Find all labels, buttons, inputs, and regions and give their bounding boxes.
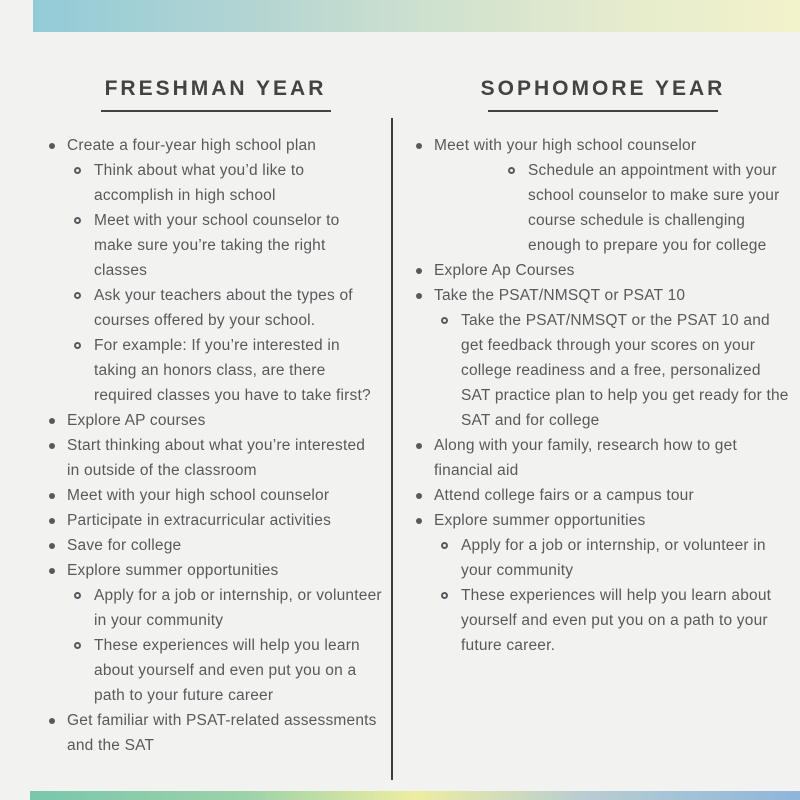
- bullet-dot-icon: [49, 518, 55, 524]
- sophomore-year-list: [416, 133, 790, 658]
- list-item: [49, 133, 382, 408]
- bullet-dot-icon: [416, 268, 422, 274]
- sub-list-item: [74, 208, 382, 283]
- list-item-text: Meet with your high school counselor: [67, 487, 330, 504]
- list-item: [49, 533, 382, 558]
- sub-list: [434, 533, 790, 658]
- sub-list-item: [74, 583, 382, 633]
- list-item-text: Save for college: [67, 537, 182, 554]
- sub-list: [434, 308, 790, 433]
- list-item: [416, 483, 790, 508]
- sub-list: [67, 158, 382, 408]
- list-item-text: Participate in extracurricular activities: [67, 512, 332, 529]
- list-item-text: Explore summer opportunities: [67, 562, 279, 579]
- list-item-text: Meet with your high school counselor: [434, 137, 697, 154]
- list-item-text: Explore AP courses: [67, 412, 206, 429]
- list-item-text: Get familiar with PSAT-related assessments and the SAT: [67, 712, 377, 754]
- sub-list-item-text: Think about what you’d like to accomplish in high school: [94, 162, 305, 204]
- sophomore-title-underline: [488, 110, 718, 112]
- sub-list-item-text: For example: If you’re interested in taking an honors class, are there required classes you have to take first?: [94, 337, 371, 404]
- bullet-dot-icon: [416, 493, 422, 499]
- list-item: [49, 433, 382, 483]
- bullet-circle-icon: [441, 317, 448, 324]
- sub-list: [434, 158, 790, 258]
- columns-container: [0, 78, 800, 758]
- freshman-year-title: FRESHMAN YEAR: [104, 77, 327, 100]
- list-item-text: Along with your family, research how to get financial aid: [434, 437, 737, 479]
- sub-list-item: [74, 158, 382, 208]
- sophomore-year-column: [392, 78, 800, 758]
- bullet-circle-icon: [508, 167, 515, 174]
- list-item: [49, 558, 382, 708]
- sophomore-year-title: SOPHOMORE YEAR: [480, 77, 726, 100]
- sub-list-item: [441, 308, 790, 433]
- bullet-circle-icon: [74, 342, 81, 349]
- sub-list-item-text: Ask your teachers about the types of courses offered by your school.: [94, 287, 353, 329]
- list-item: [49, 508, 382, 533]
- list-item: [49, 483, 382, 508]
- sub-list: [67, 583, 382, 708]
- bullet-circle-icon: [74, 592, 81, 599]
- list-item: [416, 283, 790, 433]
- list-item-text: Attend college fairs or a campus tour: [434, 487, 694, 504]
- sophomore-year-header: [416, 78, 790, 112]
- sub-list-item: [74, 283, 382, 333]
- bullet-dot-icon: [49, 493, 55, 499]
- list-item: [49, 708, 382, 758]
- sub-list-item-text: Apply for a job or internship, or volunteer in your community: [94, 587, 382, 629]
- list-item: [416, 133, 790, 258]
- bullet-circle-icon: [74, 167, 81, 174]
- sub-list-item: [74, 333, 382, 408]
- freshman-year-column: [0, 78, 392, 758]
- column-divider-line: [391, 118, 393, 780]
- list-item-text: Explore summer opportunities: [434, 512, 646, 529]
- bullet-dot-icon: [49, 143, 55, 149]
- list-item: [416, 508, 790, 658]
- sub-list-item: [74, 633, 382, 708]
- list-item-text: Create a four-year high school plan: [67, 137, 317, 154]
- sub-list-item-text: Schedule an appointment with your school counselor to make sure your course schedule is challenging enough to prepare you for college: [528, 162, 780, 254]
- sub-list-item-text: Take the PSAT/NMSQT or the PSAT 10 and get feedback through your scores on your college readiness and a free, personalized SAT practice plan to help you get ready for the SAT and for college: [461, 312, 789, 429]
- bullet-circle-icon: [74, 217, 81, 224]
- freshman-year-list: [49, 133, 382, 758]
- bottom-gradient-bar: [30, 791, 800, 800]
- bullet-dot-icon: [416, 518, 422, 524]
- freshman-title-underline: [101, 110, 331, 112]
- bullet-circle-icon: [441, 542, 448, 549]
- sub-list-item-text: Apply for a job or internship, or volunteer in your community: [461, 537, 766, 579]
- list-item-text: Take the PSAT/NMSQT or PSAT 10: [434, 287, 686, 304]
- list-item: [49, 408, 382, 433]
- bullet-dot-icon: [416, 443, 422, 449]
- sub-list-item: [441, 533, 790, 583]
- sub-list-item-text: These experiences will help you learn about yourself and even put you on a path to your future career.: [461, 587, 772, 654]
- bullet-dot-icon: [49, 543, 55, 549]
- bullet-dot-icon: [49, 718, 55, 724]
- list-item: [416, 433, 790, 483]
- sub-list-item: [508, 158, 790, 258]
- bullet-dot-icon: [416, 143, 422, 149]
- list-item-text: Start thinking about what you’re interested in outside of the classroom: [67, 437, 366, 479]
- top-gradient-bar: [33, 0, 800, 32]
- sub-list-item: [441, 583, 790, 658]
- list-item: [416, 258, 790, 283]
- list-item-text: Explore Ap Courses: [434, 262, 575, 279]
- bullet-dot-icon: [49, 418, 55, 424]
- bullet-circle-icon: [74, 642, 81, 649]
- bullet-dot-icon: [416, 293, 422, 299]
- bullet-dot-icon: [49, 443, 55, 449]
- bullet-circle-icon: [441, 592, 448, 599]
- sub-list-item-text: These experiences will help you learn about yourself and even put you on a path to your future career: [94, 637, 360, 704]
- bullet-circle-icon: [74, 292, 81, 299]
- freshman-year-header: [49, 78, 382, 112]
- bullet-dot-icon: [49, 568, 55, 574]
- sub-list-item-text: Meet with your school counselor to make sure you’re taking the right classes: [94, 212, 340, 279]
